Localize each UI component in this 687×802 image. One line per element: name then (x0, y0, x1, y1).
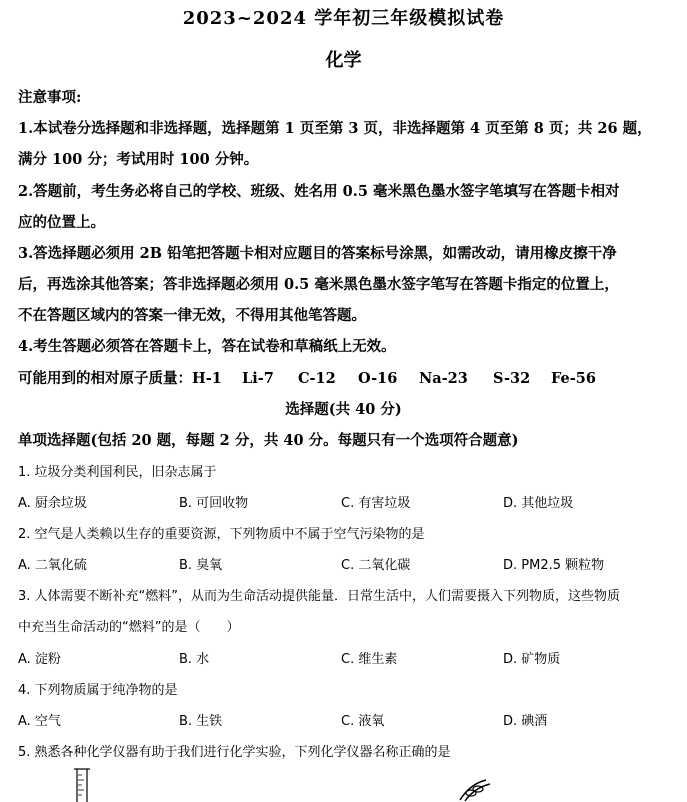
notes-line: 4.考生答题必须答在答题卡上，答在试卷和草稿纸上无效。 (18, 338, 396, 355)
section-instruction: 单项选择题(包括 20 题，每题 2 分，共 40 分。每题只有一个选项符合题意) (18, 432, 519, 449)
option-c: C. 二氧化碳 (341, 558, 411, 573)
subject-title: 化学 (325, 50, 362, 71)
atomic-mass-line (18, 367, 596, 388)
option-b: B. 水 (179, 652, 210, 667)
notes-line: 应的位置上。 (18, 214, 105, 231)
option-d: D. PM2.5 颗粒物 (503, 558, 605, 573)
notes-line: 2.答题前，考生务必将自己的学校、班级、姓名用 0.5 毫米黑色墨水签字笔填写在答题卡相对 (18, 183, 620, 200)
atomic-mass-item: S-32 (493, 370, 531, 387)
atomic-mass-item: C-12 (298, 370, 336, 387)
option-d: D. 碘酒 (503, 714, 548, 729)
question-stem: 3. 人体需要不断补充“燃料”，从而为生命活动提供能量．日常生活中，人们需要摄入下列物质，这些物质 (18, 589, 621, 604)
notes-line: 不在答题区域内的答案一律无效，不得用其他笔答题。 (18, 307, 366, 324)
section-title: 选择题(共 40 分) (285, 401, 402, 418)
option-b: B. 生铁 (179, 714, 223, 729)
crucible-tongs-figure (456, 776, 496, 802)
atomic-mass-item: Li-7 (242, 370, 274, 387)
question-stem: 1. 垃圾分类利国利民，旧杂志属于 (18, 465, 217, 480)
option-b: B. 可回收物 (179, 496, 249, 511)
atomic-mass-label: 可能用到的相对原子质量： (18, 370, 192, 387)
option-a: A. 淀粉 (18, 652, 61, 667)
atomic-mass-item: O-16 (358, 370, 398, 387)
notes-line: 后，再选涂其他答案；答非选择题必须用 0.5 毫米黑色墨水签字笔写在答题卡指定的位置上， (18, 276, 619, 293)
notes-line: 满分 100 分；考试用时 100 分钟。 (18, 151, 259, 168)
question-stem: 4. 下列物质属于纯净物的是 (18, 683, 178, 698)
option-a: A. 空气 (18, 714, 61, 729)
notes-heading: 注意事项: (18, 89, 82, 106)
atomic-mass-item: Na-23 (419, 370, 468, 387)
graduated-cylinder-figure (70, 766, 94, 802)
question-stem: 2. 空气是人类赖以生存的重要资源，下列物质中不属于空气污染物的是 (18, 527, 425, 542)
atomic-mass-item: Fe-56 (551, 370, 596, 387)
option-c: C. 液氧 (341, 714, 385, 729)
notes-line: 1.本试卷分选择题和非选择题，选择题第 1 页至第 3 页，非选择题第 4 页至第 8 页；共 26 题， (18, 120, 652, 137)
exam-title: 2023~2024 学年初三年级模拟试卷 (182, 8, 505, 29)
option-a: A. 二氧化硫 (18, 558, 87, 573)
question-stem-continued: 中充当生命活动的“燃料”的是（ ） (18, 620, 240, 635)
option-c: C. 有害垃圾 (341, 496, 411, 511)
option-b: B. 臭氧 (179, 558, 223, 573)
atomic-mass-item: H-1 (192, 370, 222, 387)
option-d: D. 矿物质 (503, 652, 561, 667)
option-a: A. 厨余垃圾 (18, 496, 87, 511)
option-d: D. 其他垃圾 (503, 496, 574, 511)
notes-line: 3.答选择题必须用 2B 铅笔把答题卡相对应题目的答案标号涂黑，如需改动，请用橡皮擦干净 (18, 245, 617, 262)
question-stem: 5. 熟悉各种化学仪器有助于我们进行化学实验，下列化学仪器名称正确的是 (18, 745, 451, 760)
option-c: C. 维生素 (341, 652, 398, 667)
